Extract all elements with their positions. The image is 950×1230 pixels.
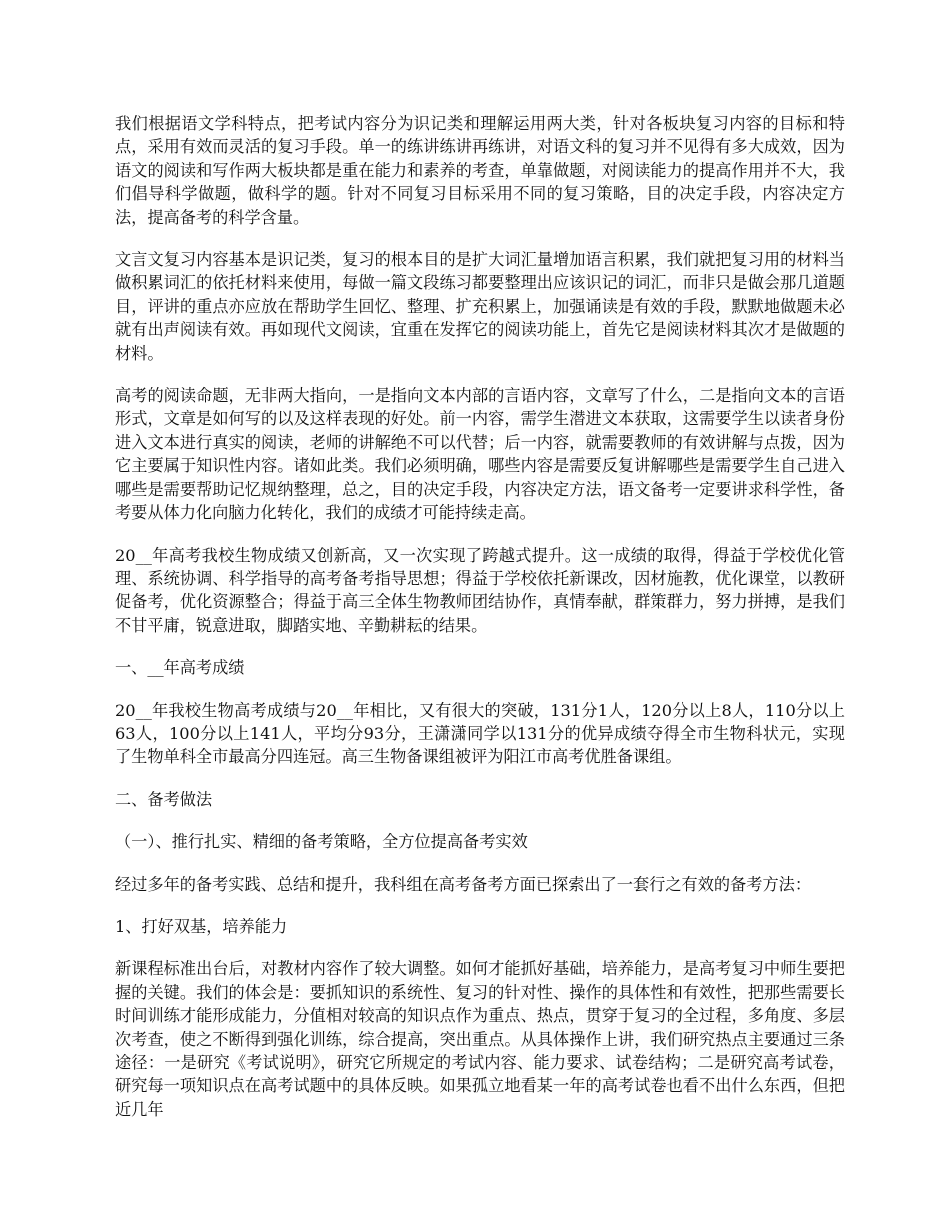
paragraph-methods-intro: 经过多年的备考实践、总结和提升，我科组在高考备考方面已探索出了一套行之有效的备考方法： (115, 874, 812, 894)
paragraph-classical-chinese-review: 文言文复习内容基本是识记类，复习的根本目的是扩大词汇量增加语言积累，我们就把复习用的材料当做积累词汇的依托材料来使用，每做一篇文段练习都要整理出应该识记的词汇，而非只是做会那几道题目，评讲的重点亦应放在帮助学生回忆、整理、扩充积累上，加强诵读是有效的手段，默默地做题未必就有出声阅读有效。再如现代文阅读，宜重在发挥它的阅读功能上，首先它是阅读材料其次才是做题的材料。 (115, 250, 845, 363)
paragraph-biology-results-intro: 20__年高考我校生物成绩又创新高，又一次实现了跨越式提升。这一成绩的取得，得益于学校优化管理、系统协调、科学指导的高考备考指导思想；得益于学校依托新课改，因材施教，优化课堂，以教研促备考，优化资源整合；得益于高三全体生物教师团结协作，真情奉献，群策群力，努力拼搏，是我们不甘平庸，锐意进取，脚踏实地、辛勤耕耘的结果。 (115, 545, 845, 635)
subheading-strategy: （一）、推行扎实、精细的备考策略，全方位提高备考实效 (115, 832, 528, 852)
paragraph-exam-scores: 20__年我校生物高考成绩与20__年相比，又有很大的突破，131分1人，120分以上8人，110分以上63人，100分以上141人，平均分93分，王潇潇同学以131分的优异成绩夺得全市生物科状元，实现了生物单科全市最高分四连冠。高三生物备课组被评为阳江市高考优胜备课组。 (115, 700, 845, 767)
heading-preparation-methods: 二、备考做法 (115, 789, 213, 809)
paragraph-new-curriculum: 新课程标准出台后，对教材内容作了较大调整。如何才能抓好基础，培养能力，是高考复习中师生要把握的关键。我们的体会是：要抓知识的系统性、复习的针对性、操作的具体性和有效性，把那些需要长时间训练才能形成能力，分值相对较高的知识点作为重点、热点，贯穿于复习的全过程，多角度、多层次考查，使之不断得到强化训练，综合提高，突出重点。从具体操作上讲，我们研究热点主要通过三条途径：一是研究《考试说明》，研究它所规定的考试内容、能力要求、试卷结构；二是研究高考试卷，研究每一项知识点在高考试题中的具体反映。如果孤立地看某一年的高考试卷也看不出什么东西，但把近几年 (115, 959, 845, 1119)
subheading-basics: 1、打好双基，培养能力 (115, 916, 288, 936)
document-body (115, 112, 845, 1140)
paragraph-reading-questions: 高考的阅读命题，无非两大指向，一是指向文本内部的言语内容，文章写了什么，二是指向文本的言语形式，文章是如何写的以及这样表现的好处。前一内容，需学生潜进文本获取，这需要学生以读者身份进入文本进行真实的阅读，老师的讲解绝不可以代替；后一内容，就需要教师的有效讲解与点拨，因为它主要属于知识性内容。诸如此类。我们必须明确，哪些内容是需要反复讲解哪些是需要学生自己进入哪些是需要帮助记忆规纳整理，总之，目的决定手段，内容决定方法，语文备考一定要讲求科学性，备考要从体力化向脑力化转化，我们的成绩才可能持续走高。 (115, 386, 845, 523)
paragraph-chinese-review-strategy: 我们根据语文学科特点，把考试内容分为识记类和理解运用两大类，针对各板块复习内容的目标和特点，采用有效而灵活的复习手段。单一的练讲练讲再练讲，对语文科的复习并不见得有多大成效，因为语文的阅读和写作两大板块都是重在能力和素养的考查，单靠做题，对阅读能力的提高作用并不大，我们倡导科学做题，做科学的题。针对不同复习目标采用不同的复习策略，目的决定手段，内容决定方法，提高备考的科学含量。 (115, 114, 845, 227)
heading-exam-results: 一、__年高考成绩 (115, 658, 245, 678)
